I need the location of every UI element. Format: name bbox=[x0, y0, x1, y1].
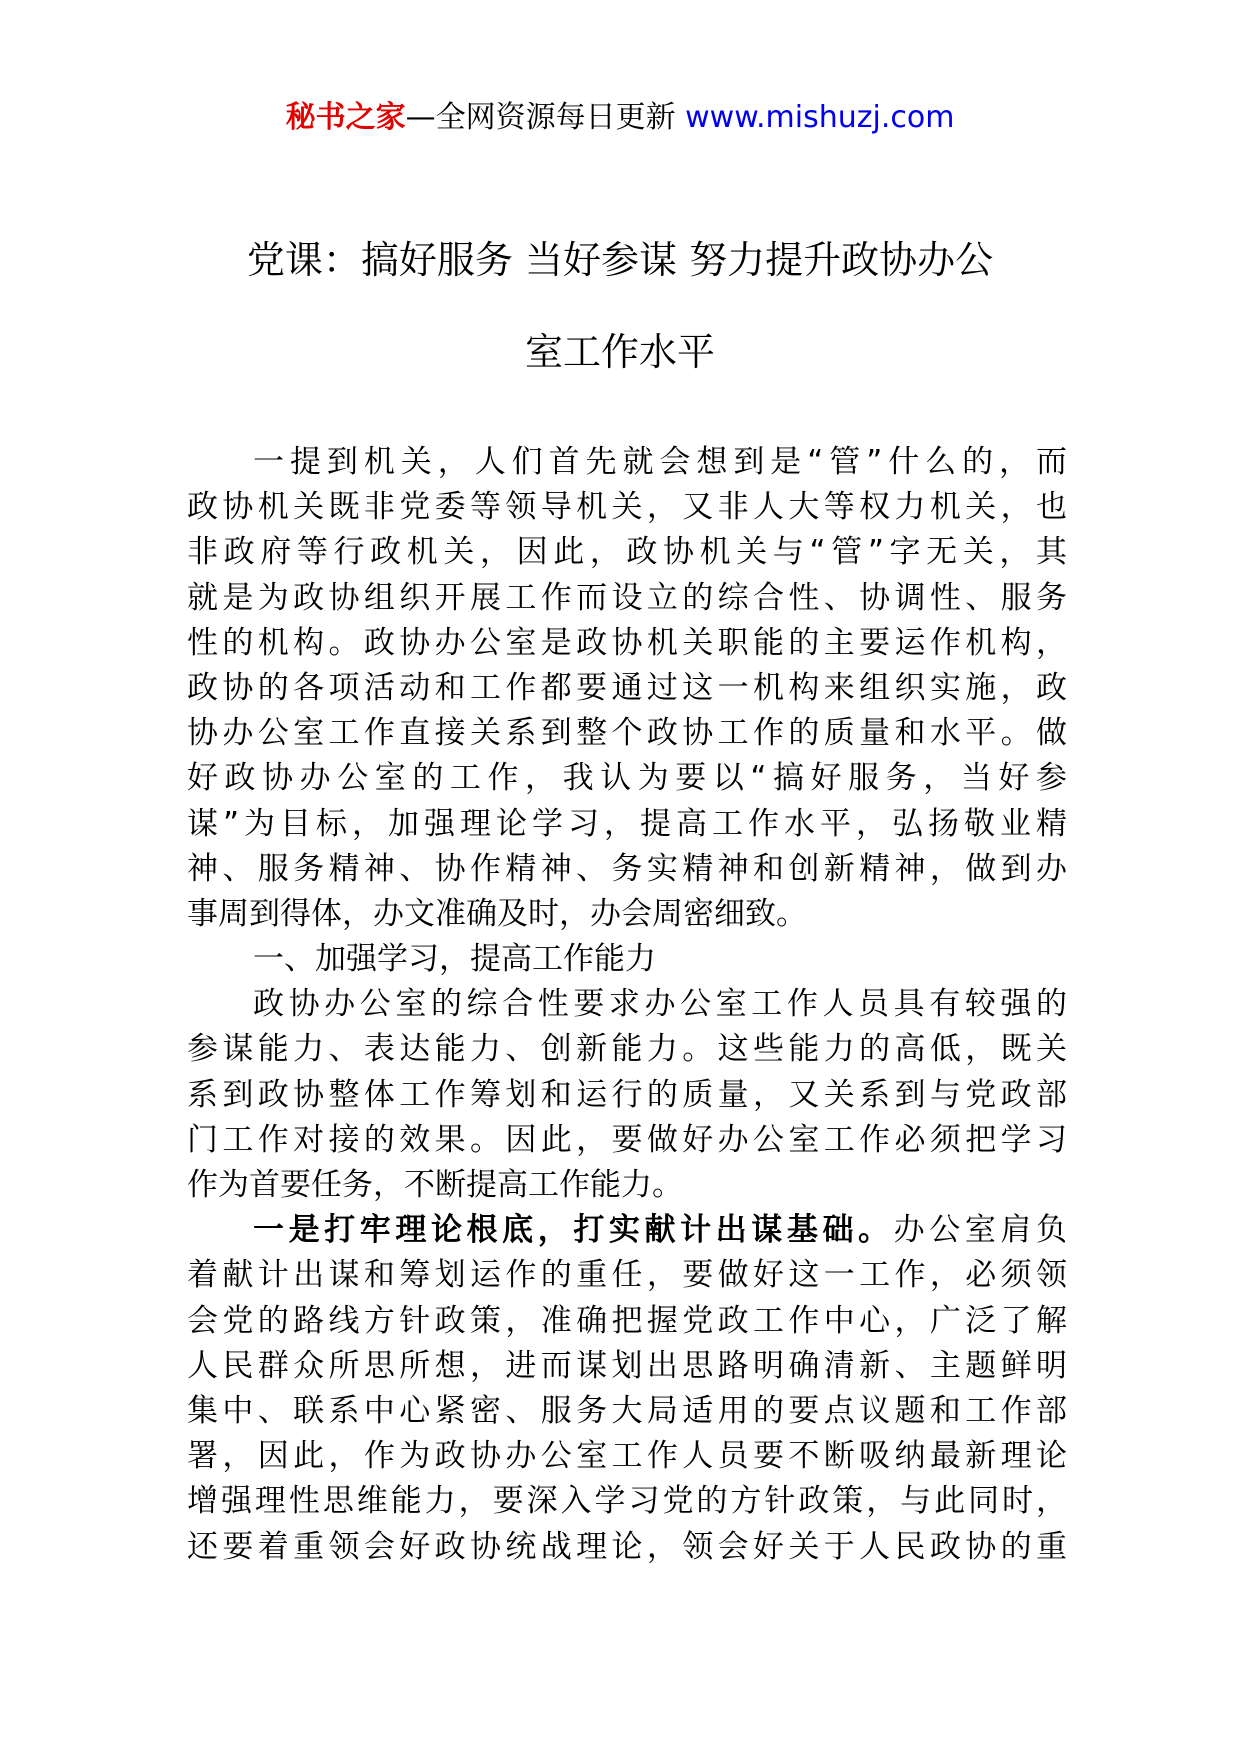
site-header bbox=[0, 98, 1240, 138]
paragraph-line: 门工作对接的效果。因此，要做好办公室工作必须把学习 bbox=[187, 1121, 1067, 1158]
site-url-link[interactable]: www.mishuzj.com bbox=[685, 100, 955, 135]
paragraph-line: 参谋能力、表达能力、创新能力。这些能力的高低，既关 bbox=[187, 1031, 1067, 1068]
paragraph-line: 就是为政协组织开展工作而设立的综合性、协调性、服务 bbox=[187, 579, 1067, 616]
paragraph-line: 协办公室工作直接关系到整个政协工作的质量和水平。做 bbox=[187, 715, 1067, 752]
paragraph-line: 政协办公室的综合性要求办公室工作人员具有较强的 bbox=[253, 986, 1067, 1023]
paragraph-line: 性的机构。政协办公室是政协机关职能的主要运作机构， bbox=[187, 624, 1067, 661]
paragraph-line: 增强理性思维能力，要深入学习党的方针政策，与此同时， bbox=[187, 1483, 1067, 1520]
paragraph-line: 集中、联系中心紧密、服务大局适用的要点议题和工作部 bbox=[187, 1392, 1067, 1429]
paragraph-line: 人民群众所思所想，进而谋划出思路明确清新、主题鲜明 bbox=[187, 1347, 1067, 1384]
site-slogan: —全网资源每日更新 bbox=[405, 100, 686, 135]
paragraph-line: 署，因此，作为政协办公室工作人员要不断吸纳最新理论 bbox=[187, 1438, 1067, 1475]
lead-rest-text: 办公室肩负 bbox=[893, 1212, 1068, 1249]
title-line-1: 党课：搞好服务 当好参谋 努力提升政协办公 bbox=[246, 238, 994, 282]
section-heading: 一、加强学习，提高工作能力 bbox=[253, 941, 656, 978]
paragraph-line: 好政协办公室的工作，我认为要以“搞好服务，当好参 bbox=[187, 760, 1067, 797]
title-line-2: 室工作水平 bbox=[524, 330, 715, 374]
site-brand: 秘书之家 bbox=[285, 100, 406, 135]
bold-lead-text: 一是打牢理论根底，打实献计出谋基础。 bbox=[253, 1212, 894, 1249]
paragraph-line: 着献计出谋和筹划运作的重任，要做好这一工作，必须领 bbox=[187, 1257, 1067, 1294]
paragraph-line: 作为首要任务，不断提高工作能力。 bbox=[187, 1167, 683, 1203]
paragraph-line: 系到政协整体工作筹划和运行的质量，又关系到与党政部 bbox=[187, 1076, 1067, 1113]
paragraph-line: 一提到机关，人们首先就会想到是“管”什么的，而 bbox=[253, 444, 1067, 480]
paragraph-line: 会党的路线方针政策，准确把握党政工作中心，广泛了解 bbox=[187, 1302, 1067, 1339]
paragraph-line: 政协的各项活动和工作都要通过这一机构来组织实施，政 bbox=[187, 669, 1067, 706]
paragraph-line: 谋”为目标，加强理论学习，提高工作水平，弘扬敬业精 bbox=[187, 805, 1067, 842]
document-body bbox=[187, 440, 1067, 1570]
paragraph-first-line bbox=[187, 1208, 1067, 1253]
paragraph-line: 神、服务精神、协作精神、务实精神和创新精神，做到办 bbox=[187, 850, 1067, 887]
paragraph-line: 非政府等行政机关，因此，政协机关与“管”字无关，其 bbox=[187, 534, 1067, 571]
paragraph-line: 还要着重领会好政协统战理论，领会好关于人民政协的重 bbox=[187, 1528, 1067, 1565]
paragraph-line: 政协机关既非党委等领导机关，又非人大等权力机关，也 bbox=[187, 489, 1067, 526]
paragraph-line: 事周到得体，办文准确及时，办会周密细致。 bbox=[187, 895, 807, 932]
document-title bbox=[150, 214, 1090, 398]
